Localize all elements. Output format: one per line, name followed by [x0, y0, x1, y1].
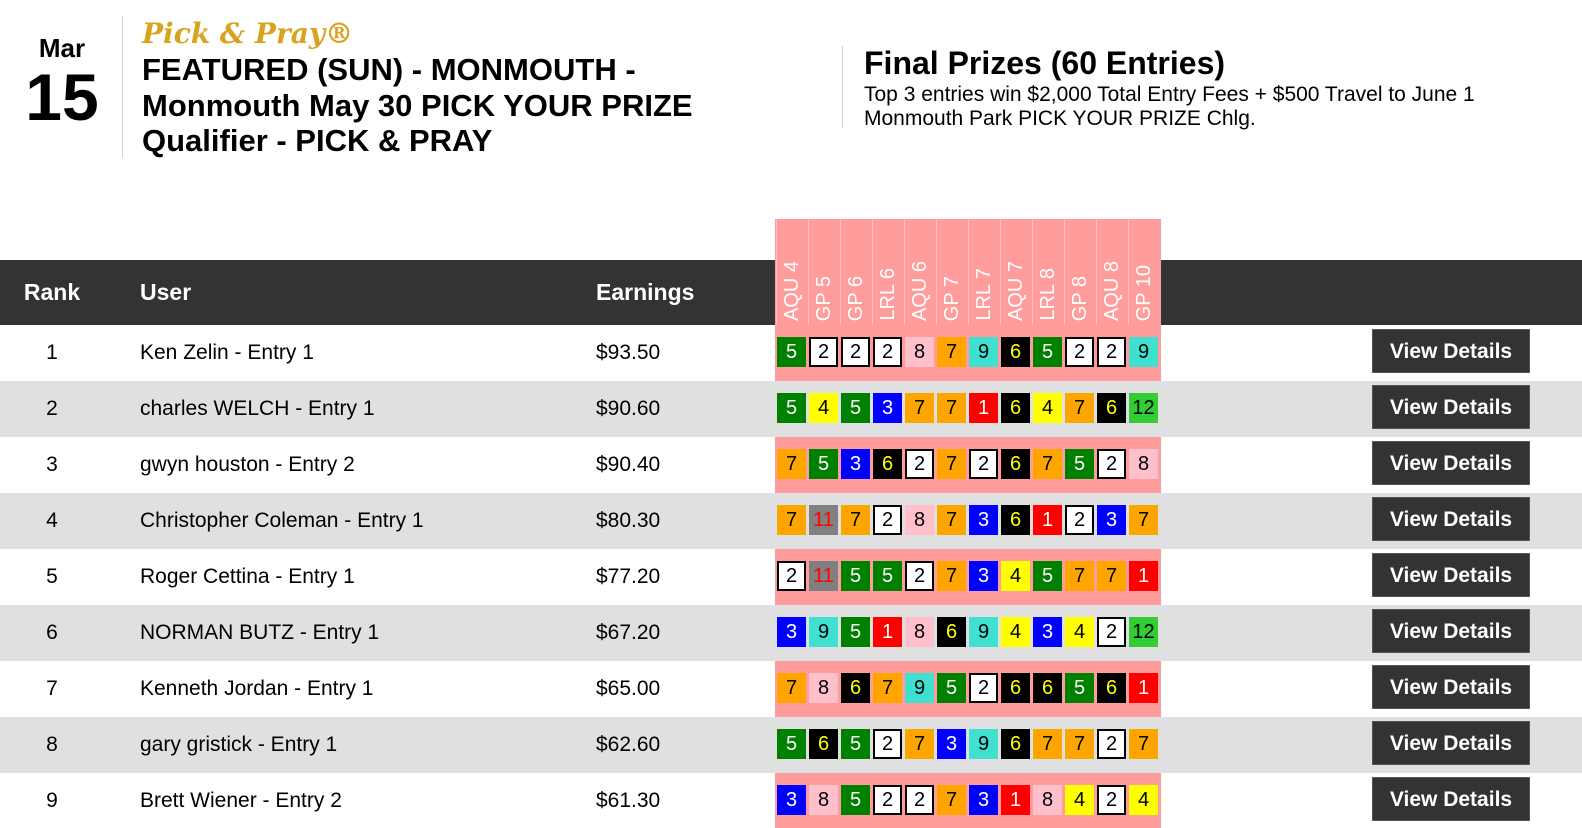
- race-column-header: [1096, 219, 1128, 325]
- race-column-header: [1128, 219, 1160, 325]
- pick-saddlecloth: 5: [1033, 337, 1062, 367]
- pick-saddlecloth: 2: [905, 561, 934, 591]
- prizes-description: Top 3 entries win $2,000 Total Entry Fees + $500 Travel to June 1 Monmouth Park PICK YOUR PRIZE Chlg.: [864, 83, 1475, 130]
- pick-saddlecloth: 2: [1097, 729, 1126, 759]
- pick-saddlecloth: 6: [809, 729, 838, 759]
- pick-saddlecloth: 7: [841, 505, 870, 535]
- pick-saddlecloth: 7: [937, 393, 966, 423]
- view-details-button[interactable]: View Details: [1372, 777, 1530, 821]
- pick-saddlecloth: 7: [937, 449, 966, 479]
- pick-saddlecloth: 7: [1065, 393, 1094, 423]
- pick-saddlecloth: 2: [969, 673, 998, 703]
- pick-saddlecloth: 8: [809, 673, 838, 703]
- race-column-header: [840, 219, 872, 325]
- pick-saddlecloth: 7: [1129, 505, 1158, 535]
- header-user: User: [140, 279, 192, 305]
- pick-saddlecloth: 3: [969, 561, 998, 591]
- earnings-cell: $77.20: [596, 565, 661, 588]
- view-details-button[interactable]: View Details: [1372, 497, 1530, 541]
- pick-saddlecloth: 2: [1097, 337, 1126, 367]
- race-column-header: [776, 219, 808, 325]
- rank-cell: 2: [46, 397, 58, 420]
- pick-saddlecloth: 2: [1065, 337, 1094, 367]
- pick-saddlecloth: 7: [1065, 729, 1094, 759]
- pick-saddlecloth: 6: [841, 673, 870, 703]
- event-date: [14, 33, 110, 134]
- pick-saddlecloth: 2: [873, 729, 902, 759]
- pick-saddlecloth: 8: [809, 785, 838, 815]
- pick-saddlecloth: 1: [1129, 561, 1158, 591]
- user-cell: Brett Wiener - Entry 2: [140, 789, 342, 812]
- pick-saddlecloth: 3: [937, 729, 966, 759]
- pick-saddlecloth: 1: [1033, 505, 1062, 535]
- pick-saddlecloth: 3: [841, 449, 870, 479]
- header-rank: Rank: [23, 279, 81, 305]
- table-row: [0, 437, 1582, 493]
- pick-saddlecloth: 3: [1097, 505, 1126, 535]
- picks-cell: [775, 561, 1161, 593]
- pick-saddlecloth: 5: [937, 673, 966, 703]
- rank-cell: 3: [46, 453, 58, 476]
- race-column-label: LRL 8: [1037, 268, 1059, 321]
- pick-saddlecloth: 12: [1129, 393, 1158, 423]
- pick-saddlecloth: 1: [1129, 673, 1158, 703]
- table-row: [0, 549, 1582, 605]
- race-column-label: AQU 7: [1005, 260, 1027, 321]
- pick-saddlecloth: 5: [841, 729, 870, 759]
- pick-saddlecloth: 1: [1001, 785, 1030, 815]
- pick-saddlecloth: 8: [1033, 785, 1062, 815]
- pick-saddlecloth: 5: [777, 729, 806, 759]
- event-day: 15: [25, 60, 99, 134]
- pick-saddlecloth: 7: [937, 337, 966, 367]
- pick-saddlecloth: 2: [969, 449, 998, 479]
- table-row: [0, 773, 1582, 828]
- race-column-label: AQU 8: [1101, 260, 1123, 321]
- user-cell: Kenneth Jordan - Entry 1: [140, 677, 374, 700]
- view-details-button[interactable]: View Details: [1372, 441, 1530, 485]
- pick-saddlecloth: 8: [1129, 449, 1158, 479]
- race-column-header: [1064, 219, 1096, 325]
- picks-cell: [775, 617, 1161, 649]
- pick-saddlecloth: 7: [937, 561, 966, 591]
- pick-saddlecloth: 6: [1097, 673, 1126, 703]
- table-row: [0, 381, 1582, 437]
- pick-saddlecloth: 1: [969, 393, 998, 423]
- earnings-cell: $90.40: [596, 453, 661, 476]
- pick-saddlecloth: 4: [1033, 393, 1062, 423]
- race-column-label: GP 10: [1133, 264, 1155, 321]
- pick-saddlecloth: 5: [777, 393, 806, 423]
- prize-divider: [842, 46, 843, 128]
- rank-cell: 6: [46, 621, 58, 644]
- rank-cell: 5: [46, 565, 58, 588]
- user-cell: NORMAN BUTZ - Entry 1: [140, 621, 380, 644]
- view-details-button[interactable]: View Details: [1372, 553, 1530, 597]
- table-row: [0, 325, 1582, 381]
- race-column-label: GP 8: [1069, 275, 1091, 321]
- user-cell: Christopher Coleman - Entry 1: [140, 509, 424, 532]
- race-column-header: [872, 219, 904, 325]
- earnings-cell: $93.50: [596, 341, 661, 364]
- pick-saddlecloth: 4: [809, 393, 838, 423]
- table-row: [0, 605, 1582, 661]
- pick-saddlecloth: 9: [969, 617, 998, 647]
- picks-cell: [775, 729, 1161, 761]
- pick-saddlecloth: 4: [1129, 785, 1158, 815]
- pick-saddlecloth: 12: [1129, 617, 1158, 647]
- pick-saddlecloth: 4: [1001, 561, 1030, 591]
- race-column-header: [1000, 219, 1032, 325]
- pick-saddlecloth: 2: [841, 337, 870, 367]
- pick-saddlecloth: 6: [937, 617, 966, 647]
- view-details-button[interactable]: View Details: [1372, 329, 1530, 373]
- pick-saddlecloth: 2: [905, 449, 934, 479]
- picks-cell: [775, 393, 1161, 425]
- pick-saddlecloth: 5: [841, 785, 870, 815]
- header-earnings: Earnings: [596, 279, 695, 305]
- rank-cell: 9: [46, 789, 58, 812]
- race-column-label: LRL 7: [973, 268, 995, 321]
- user-cell: Ken Zelin - Entry 1: [140, 341, 314, 364]
- pick-saddlecloth: 5: [777, 337, 806, 367]
- pick-saddlecloth: 11: [809, 561, 838, 591]
- race-column-header: [808, 219, 840, 325]
- pick-saddlecloth: 8: [905, 505, 934, 535]
- pick-saddlecloth: 6: [1001, 505, 1030, 535]
- pick-saddlecloth: 6: [1001, 673, 1030, 703]
- pick-saddlecloth: 5: [873, 561, 902, 591]
- pick-saddlecloth: 3: [777, 785, 806, 815]
- earnings-cell: $61.30: [596, 789, 661, 812]
- view-details-button[interactable]: View Details: [1372, 385, 1530, 429]
- picks-cell: [775, 505, 1161, 537]
- brand-logo: Pick & Pray®: [142, 17, 354, 50]
- user-cell: gary gristick - Entry 1: [140, 733, 338, 756]
- race-column-header: [1032, 219, 1064, 325]
- pick-saddlecloth: 7: [1129, 729, 1158, 759]
- pick-saddlecloth: 2: [1097, 785, 1126, 815]
- pick-saddlecloth: 5: [841, 393, 870, 423]
- pick-saddlecloth: 3: [777, 617, 806, 647]
- picks-cell: [775, 449, 1161, 481]
- pick-saddlecloth: 2: [873, 337, 902, 367]
- race-column-header: [936, 219, 968, 325]
- prizes-title: Final Prizes (60 Entries): [864, 45, 1226, 81]
- pick-saddlecloth: 9: [1129, 337, 1158, 367]
- pick-saddlecloth: 5: [809, 449, 838, 479]
- pick-saddlecloth: 9: [809, 617, 838, 647]
- earnings-cell: $65.00: [596, 677, 661, 700]
- race-column-header: [904, 219, 936, 325]
- header-divider: [122, 16, 123, 158]
- pick-saddlecloth: 4: [1065, 785, 1094, 815]
- rank-cell: 1: [46, 341, 58, 364]
- pick-saddlecloth: 7: [905, 393, 934, 423]
- pick-saddlecloth: 8: [905, 617, 934, 647]
- pick-saddlecloth: 2: [1097, 449, 1126, 479]
- race-column-label: GP 6: [845, 275, 867, 321]
- pick-saddlecloth: 2: [873, 785, 902, 815]
- race-column-label: GP 7: [941, 275, 963, 321]
- event-month: Mar: [38, 33, 86, 63]
- picks-cell: [775, 785, 1161, 817]
- rank-cell: 7: [46, 677, 58, 700]
- rank-cell: 8: [46, 733, 58, 756]
- picks-cell: [775, 337, 1161, 369]
- earnings-cell: $67.20: [596, 621, 661, 644]
- event-title: FEATURED (SUN) - MONMOUTH - Monmouth May 30 PICK YOUR PRIZE Qualifier - PICK & PRAY: [142, 52, 693, 158]
- pick-saddlecloth: 7: [905, 729, 934, 759]
- pick-saddlecloth: 4: [1001, 617, 1030, 647]
- race-column-header: [968, 219, 1000, 325]
- pick-saddlecloth: 5: [1065, 673, 1094, 703]
- user-cell: charles WELCH - Entry 1: [140, 397, 375, 420]
- table-row: [0, 661, 1582, 717]
- pick-saddlecloth: 3: [873, 393, 902, 423]
- view-details-button[interactable]: View Details: [1372, 721, 1530, 765]
- pick-saddlecloth: 9: [969, 729, 998, 759]
- pick-saddlecloth: 9: [905, 673, 934, 703]
- pick-saddlecloth: 6: [873, 449, 902, 479]
- pick-saddlecloth: 2: [873, 505, 902, 535]
- pick-saddlecloth: 7: [873, 673, 902, 703]
- view-details-button[interactable]: View Details: [1372, 665, 1530, 709]
- pick-saddlecloth: 5: [841, 561, 870, 591]
- pick-saddlecloth: 7: [777, 673, 806, 703]
- pick-saddlecloth: 6: [1001, 729, 1030, 759]
- pick-saddlecloth: 11: [809, 505, 838, 535]
- pick-saddlecloth: 6: [1001, 337, 1030, 367]
- race-column-label: LRL 6: [877, 268, 899, 321]
- pick-saddlecloth: 6: [1097, 393, 1126, 423]
- pick-saddlecloth: 2: [777, 561, 806, 591]
- race-column-label: GP 5: [813, 275, 835, 321]
- pick-saddlecloth: 3: [969, 785, 998, 815]
- picks-cell: [775, 673, 1161, 705]
- pick-saddlecloth: 6: [1033, 673, 1062, 703]
- pick-saddlecloth: 7: [1033, 449, 1062, 479]
- pick-saddlecloth: 7: [1033, 729, 1062, 759]
- view-details-button[interactable]: View Details: [1372, 609, 1530, 653]
- pick-saddlecloth: 2: [1065, 505, 1094, 535]
- pick-saddlecloth: 3: [1033, 617, 1062, 647]
- user-cell: Roger Cettina - Entry 1: [140, 565, 355, 588]
- pick-saddlecloth: 7: [1065, 561, 1094, 591]
- pick-saddlecloth: 5: [841, 617, 870, 647]
- pick-saddlecloth: 4: [1065, 617, 1094, 647]
- pick-saddlecloth: 2: [905, 785, 934, 815]
- pick-saddlecloth: 5: [1033, 561, 1062, 591]
- pick-saddlecloth: 7: [937, 505, 966, 535]
- pick-saddlecloth: 2: [1097, 617, 1126, 647]
- table-row: [0, 493, 1582, 549]
- user-cell: gwyn houston - Entry 2: [140, 453, 355, 476]
- race-column-label: AQU 4: [781, 260, 803, 321]
- pick-saddlecloth: 1: [873, 617, 902, 647]
- pick-saddlecloth: 6: [1001, 393, 1030, 423]
- pick-saddlecloth: 7: [1097, 561, 1126, 591]
- earnings-cell: $80.30: [596, 509, 661, 532]
- rank-cell: 4: [46, 509, 58, 532]
- pick-saddlecloth: 9: [969, 337, 998, 367]
- race-column-label: AQU 6: [909, 260, 931, 321]
- pick-saddlecloth: 7: [777, 449, 806, 479]
- pick-saddlecloth: 3: [969, 505, 998, 535]
- pick-saddlecloth: 7: [777, 505, 806, 535]
- earnings-cell: $62.60: [596, 733, 661, 756]
- pick-saddlecloth: 7: [937, 785, 966, 815]
- earnings-cell: $90.60: [596, 397, 661, 420]
- table-row: [0, 717, 1582, 773]
- pick-saddlecloth: 8: [905, 337, 934, 367]
- pick-saddlecloth: 2: [809, 337, 838, 367]
- pick-saddlecloth: 5: [1065, 449, 1094, 479]
- pick-saddlecloth: 6: [1001, 449, 1030, 479]
